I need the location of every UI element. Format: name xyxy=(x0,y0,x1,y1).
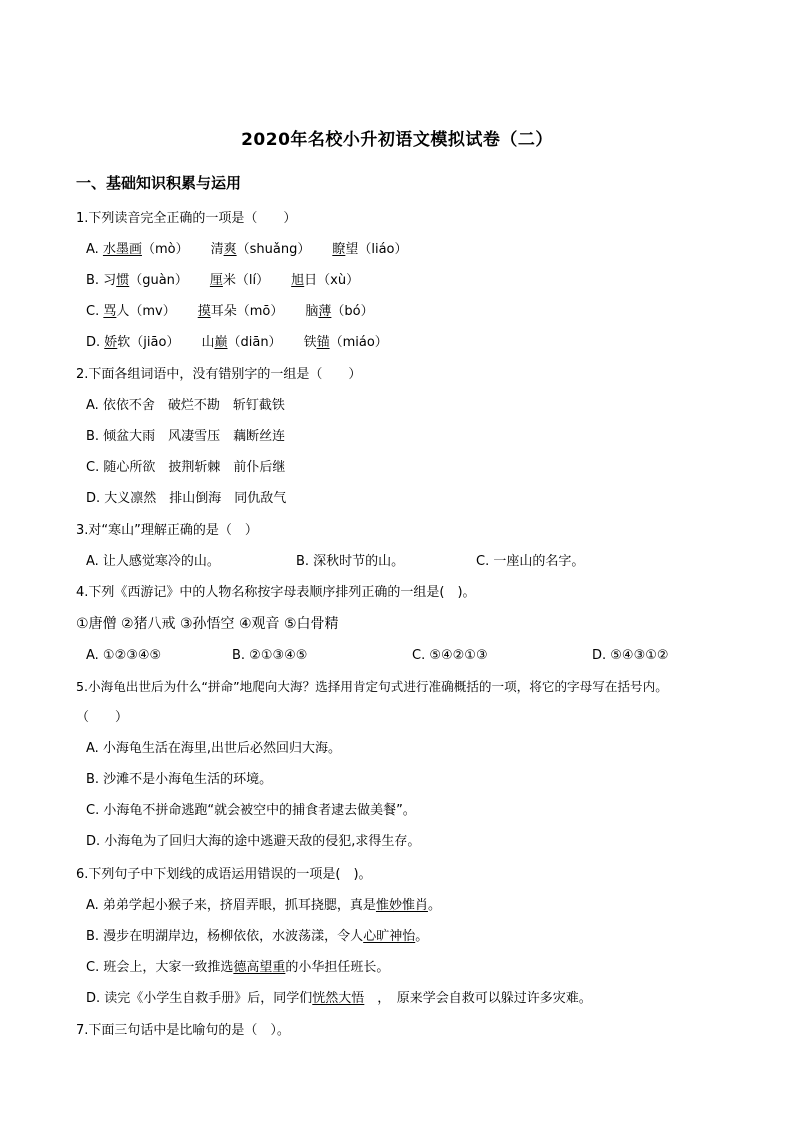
page-title: 2020年名校小升初语文模拟试卷（二） xyxy=(241,130,553,150)
q2-option-a: A. 依依不舍 破烂不勘 斩钉截铁 xyxy=(86,398,285,413)
question-3-stem: 3.对“寒山”理解正确的是（ ） xyxy=(76,523,258,538)
q5-option-a: A. 小海龟生活在海里,出世后必然回归大海。 xyxy=(86,741,342,756)
q1-option-b: B. 习惯（guàn） 厘米（lí） 旭日（xù） xyxy=(86,273,360,288)
q5-answer-paren: （ ） xyxy=(76,710,129,725)
q3-option-a: A. 让人感觉寒冷的山。 xyxy=(86,554,220,569)
question-7-stem: 7.下面三句话中是比喻句的是（ ）。 xyxy=(76,1023,290,1038)
q4-option-d: D. ⑤④③①② xyxy=(592,648,669,663)
q1-option-a: A. 水墨画（mò） 清爽（shuǎng） 瞭望（liáo） xyxy=(86,242,408,257)
q2-option-d: D. 大义凛然 排山倒海 同仇敌气 xyxy=(86,491,287,506)
q4-items: ①唐僧 ②猪八戒 ③孙悟空 ④观音 ⑤白骨精 xyxy=(76,616,339,632)
question-4-stem: 4.下列《西游记》中的人物名称按字母表顺序排列正确的一组是( )。 xyxy=(76,585,476,600)
question-2-stem: 2.下面各组词语中，没有错别字的一组是（ ） xyxy=(76,367,362,382)
question-6-stem: 6.下列句子中下划线的成语运用错误的一项是( )。 xyxy=(76,867,372,882)
question-5-stem: 5.小海龟出世后为什么“拼命”地爬向大海？选择用肯定句式进行准确概括的一项，将它的字母写在括号内。 xyxy=(76,679,668,694)
q2-option-c: C. 随心所欲 披荆斩棘 前仆后继 xyxy=(86,460,286,475)
q4-option-b: B. ②①③④⑤ xyxy=(232,648,308,663)
q6-option-b: B. 漫步在明湖岸边，杨柳依依，水波荡漾，令人心旷神怡。 xyxy=(86,929,429,944)
q1-option-c: C. 骂人（mv） 摸耳朵（mō） 脑薄（bó） xyxy=(86,304,374,319)
q3-option-c: C. 一座山的名字。 xyxy=(476,554,585,569)
q3-option-b: B. 深秋时节的山。 xyxy=(296,554,405,569)
q6-option-d: D. 读完《小学生自救手册》后，同学们恍然大悟 ， 原来学会自救可以躲过许多灾难。 xyxy=(86,991,592,1006)
q5-option-d: D. 小海龟为了回归大海的途中逃避天敌的侵犯,求得生存。 xyxy=(86,834,421,849)
section-heading: 一、基础知识积累与运用 xyxy=(76,174,242,192)
q6-option-c: C. 班会上，大家一致推选德高望重的小华担任班长。 xyxy=(86,960,390,975)
q5-option-c: C. 小海龟不拼命逃跑“就会被空中的捕食者逮去做美餐”。 xyxy=(86,803,416,818)
question-1-stem: 1.下列读音完全正确的一项是（ ） xyxy=(76,211,297,226)
q6-option-a: A. 弟弟学起小猴子来，挤眉弄眼，抓耳挠腮，真是惟妙惟肖。 xyxy=(86,898,441,913)
q2-option-b: B. 倾盆大雨 风凄雪压 藕断丝连 xyxy=(86,429,286,444)
q5-option-b: B. 沙滩不是小海龟生活的环境。 xyxy=(86,772,273,787)
q4-option-c: C. ⑤④②①③ xyxy=(412,648,488,663)
q4-option-a: A. ①②③④⑤ xyxy=(86,648,162,663)
q1-option-d: D. 娇软（jiāo） 山巅（diān） 铁锚（miáo） xyxy=(86,335,388,350)
